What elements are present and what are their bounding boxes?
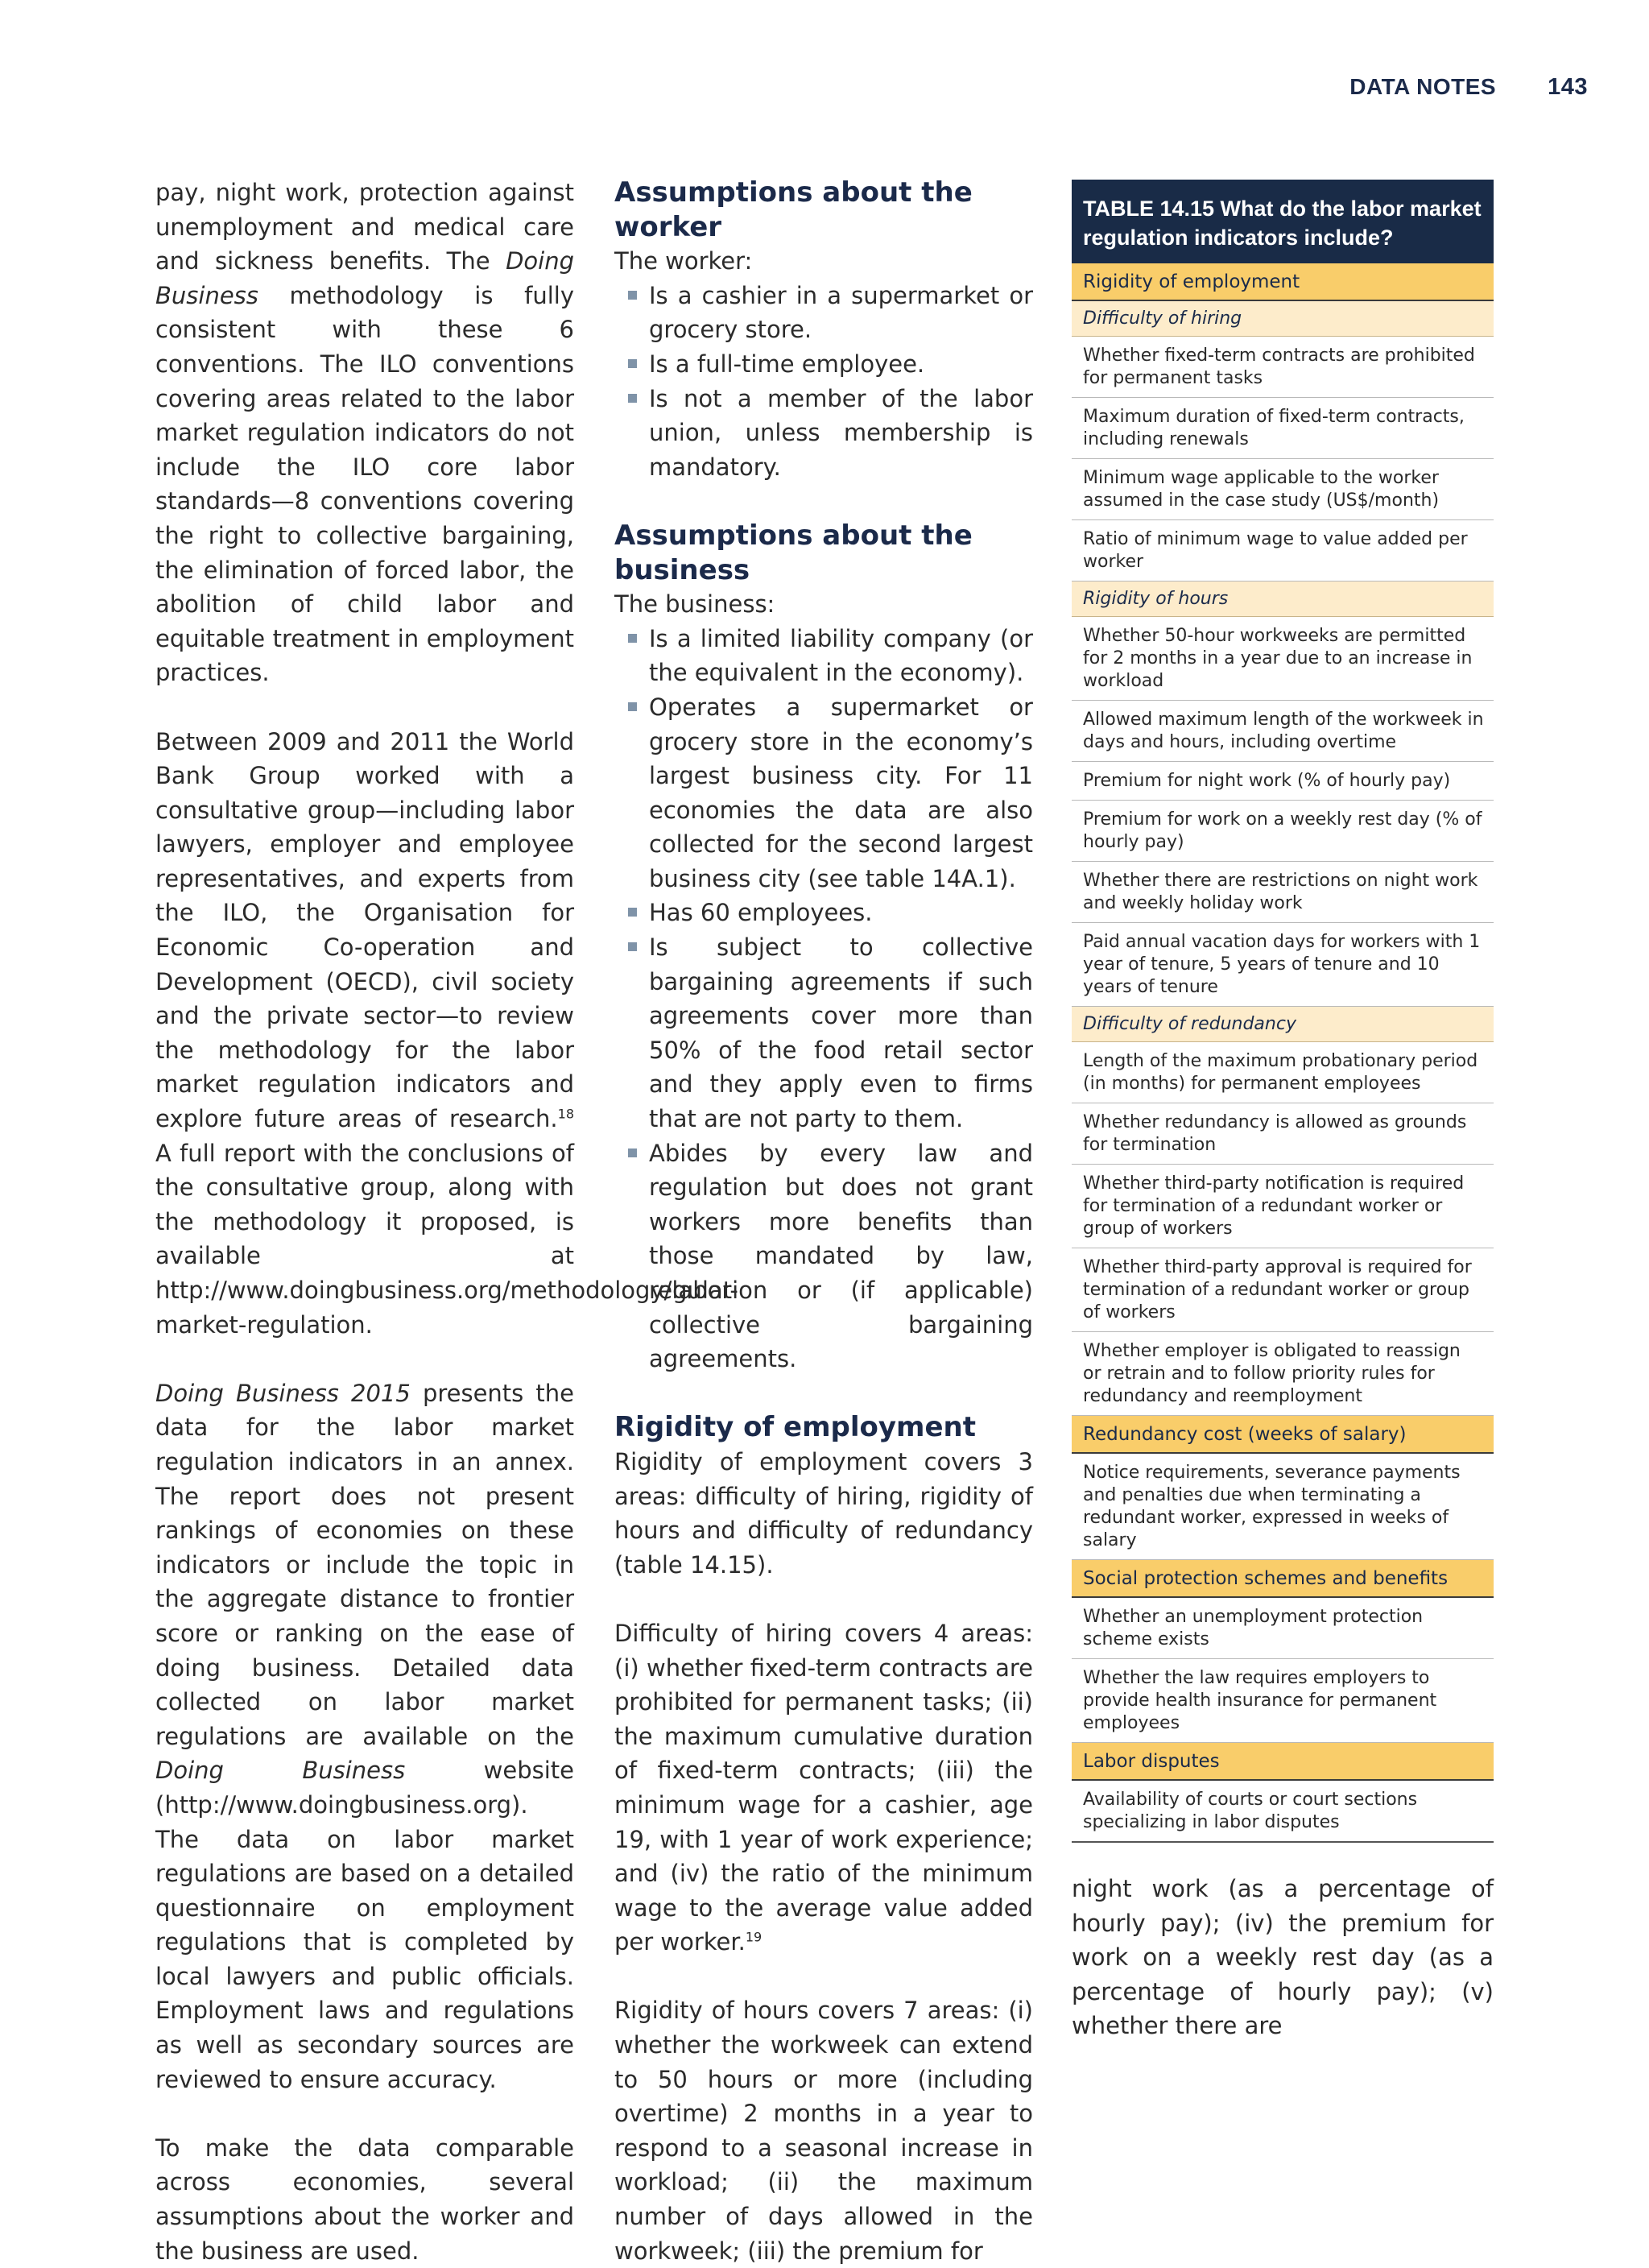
table-row: Premium for work on a weekly rest day (% of hourly pay) xyxy=(1072,801,1494,862)
table-row: Whether third-party notification is required for termination of a redundant worker or group of workers xyxy=(1072,1165,1494,1248)
page-header xyxy=(1349,74,1588,101)
table-row: Ratio of minimum wage to value added per worker xyxy=(1072,520,1494,581)
table-row: Maximum duration of fixed-term contracts, including renewals xyxy=(1072,398,1494,459)
worker-intro: The worker: xyxy=(614,247,753,275)
table-subcategory-row: Difficulty of hiring xyxy=(1072,301,1494,337)
table-row: Whether the law requires employers to provide health insurance for permanent employees xyxy=(1072,1659,1494,1743)
list-item: Is subject to collective bargaining agreements if such agreements cover more than 50% of the food retail sector and they apply even to firms that are not party to them. xyxy=(614,930,1033,1136)
table-category-row: Rigidity of employment xyxy=(1072,263,1494,301)
table-row: Whether redundancy is allowed as grounds for termination xyxy=(1072,1103,1494,1165)
heading-rigidity-of-employment: Rigidity of employment xyxy=(614,1411,977,1444)
table-row: Whether fixed-term contracts are prohibited for permanent tasks xyxy=(1072,337,1494,398)
paragraph-hours-continued: night work (as a percentage of hourly pay); (iv) the premium for work on a weekly rest day (as a percentage of hourly pay); (v) whether there are xyxy=(1072,1875,1494,2040)
heading-business-assumptions: Assumptions about the business xyxy=(614,519,973,586)
table-title: TABLE 14.15 What do the labor market regulation indicators include? xyxy=(1072,180,1494,263)
table-row: Whether 50-hour workweeks are permitted for 2 months in a year due to an increase in workload xyxy=(1072,617,1494,701)
heading-worker-assumptions: Assumptions about the worker xyxy=(614,176,973,243)
list-item: Operates a supermarket or grocery store in the economy’s largest business city. For 11 economies the data are also collected for the second largest business city (see table 14A.1). xyxy=(614,690,1033,896)
paragraph-annex: Doing Business 2015 presents the data for the labor market regulation indicators in an annex. The report does not present rankings of economies on these indicators or include the topic in the aggregate distance to frontier score or ranking on the ease of doing business. Detailed data collected on labor market regulations are available on the Doing Business website (http://www.doingbusiness.org). The data on labor market regulations are based on a detailed questionnaire on employment regulations that is completed by local lawyers and public officials. Employment laws and regulations as well as secondary sources are reviewed to ensure accuracy. xyxy=(155,1379,574,2093)
business-intro: The business: xyxy=(614,590,775,619)
indicator-table xyxy=(1072,180,1494,1843)
list-item: Is a cashier in a supermarket or grocery store. xyxy=(614,279,1033,347)
footnote-ref-19[interactable]: 19 xyxy=(745,1929,763,1945)
table-subcategory-row: Rigidity of hours xyxy=(1072,581,1494,617)
table-row: Premium for night work (% of hourly pay) xyxy=(1072,762,1494,801)
table-category-row: Social protection schemes and benefits xyxy=(1072,1560,1494,1598)
list-item: Is not a member of the labor union, unless membership is mandatory. xyxy=(614,382,1033,485)
table-row: Whether employer is obligated to reassign or retrain and to follow priority rules for redundancy and reemployment xyxy=(1072,1332,1494,1416)
column-3 xyxy=(1072,176,1494,2043)
footnote-ref-18[interactable]: 18 xyxy=(557,1106,574,1122)
table-category-row: Labor disputes xyxy=(1072,1743,1494,1781)
paragraph-hours: Rigidity of hours covers 7 areas: (i) whether the workweek can extend to 50 hours or more (including overtime) 2 months in a year to respond to a seasonal increase in workload; (ii) the maximum number of days allowed in the workweek; (iii) the premium for xyxy=(614,1997,1033,2265)
table-row: Length of the maximum probationary period (in months) for permanent employees xyxy=(1072,1042,1494,1103)
table-row: Paid annual vacation days for workers with 1 year of tenure, 5 years of tenure and 10 years of tenure xyxy=(1072,923,1494,1007)
paragraph-hiring: Difficulty of hiring covers 4 areas: (i) whether fixed-term contracts are prohibited for permanent tasks; (ii) the maximum cumulative duration of fixed-term contracts; (iii) the minimum wage for a cashier, age 19, with 1 year of work experience; and (iv) the ratio of the minimum wage to the average value added per worker.$^{19}$ xyxy=(614,1619,1033,1956)
column-2 xyxy=(614,176,1033,2268)
table-row: Allowed maximum length of the workweek in days and hours, including overtime xyxy=(1072,701,1494,762)
list-item: Abides by every law and regulation but does not grant workers more benefits than those mandated by law, regulation or (if applicable) collective bargaining agreements. xyxy=(614,1136,1033,1376)
table-row: Whether there are restrictions on night work and weekly holiday work xyxy=(1072,862,1494,923)
table-category-row: Redundancy cost (weeks of salary) xyxy=(1072,1416,1494,1454)
list-item: Has 60 employees. xyxy=(614,896,1033,930)
table-row: Whether an unemployment protection scheme exists xyxy=(1072,1598,1494,1659)
running-head: DATA NOTES xyxy=(1349,74,1497,99)
paragraph-ilo-conventions: pay, night work, protection against unemployment and medical care and sickness benefits. The Doing Business methodology is fully consistent with these 6 conventions. The ILO conventions covering areas related to the labor market regulation indicators do not include the ILO core labor standards—8 conventions covering the right to collective bargaining, the elimination of forced labor, the abolition of child labor and equitable treatment in employment practices. xyxy=(155,179,574,687)
page-number: 143 xyxy=(1548,74,1588,100)
business-assumption-list xyxy=(614,622,1033,1376)
table-subcategory-row: Difficulty of redundancy xyxy=(1072,1007,1494,1042)
list-item: Is a limited liability company (or the equivalent in the economy). xyxy=(614,622,1033,690)
table-row: Minimum wage applicable to the worker assumed in the case study (US$/month) xyxy=(1072,459,1494,520)
list-item: Is a full-time employee. xyxy=(614,347,1033,382)
paragraph-consultative-group: Between 2009 and 2011 the World Bank Group worked with a consultative group—including labor lawyers, employer and employee representatives, and experts from the ILO, the Organisation for Economic Co-operation and Development (OECD), civil society and the private sector—to review the methodology for the labor market regulation indicators and explore future areas of research.$^{18}$ A full report with the conclusions of the consultative group, along with the methodology it proposed, is available at http://www.doingbusiness.org/methodology/labor-market-regulation. xyxy=(155,727,738,1339)
paragraph-assumptions-intro: To make the data comparable across economies, several assumptions about the worker and the business are used. xyxy=(155,2133,574,2265)
table-row: Availability of courts or court sections specializing in labor disputes xyxy=(1072,1781,1494,1843)
table-row: Whether third-party approval is required for termination of a redundant worker or group of workers xyxy=(1072,1248,1494,1332)
table-row: Notice requirements, severance payments and penalties due when terminating a redundant worker, expressed in weeks of salary xyxy=(1072,1454,1494,1560)
worker-assumption-list xyxy=(614,279,1033,485)
paragraph-rigidity: Rigidity of employment covers 3 areas: difficulty of hiring, rigidity of hours and difficulty of redundancy (table 14.15). xyxy=(614,1447,1033,1579)
column-1 xyxy=(155,176,738,2268)
